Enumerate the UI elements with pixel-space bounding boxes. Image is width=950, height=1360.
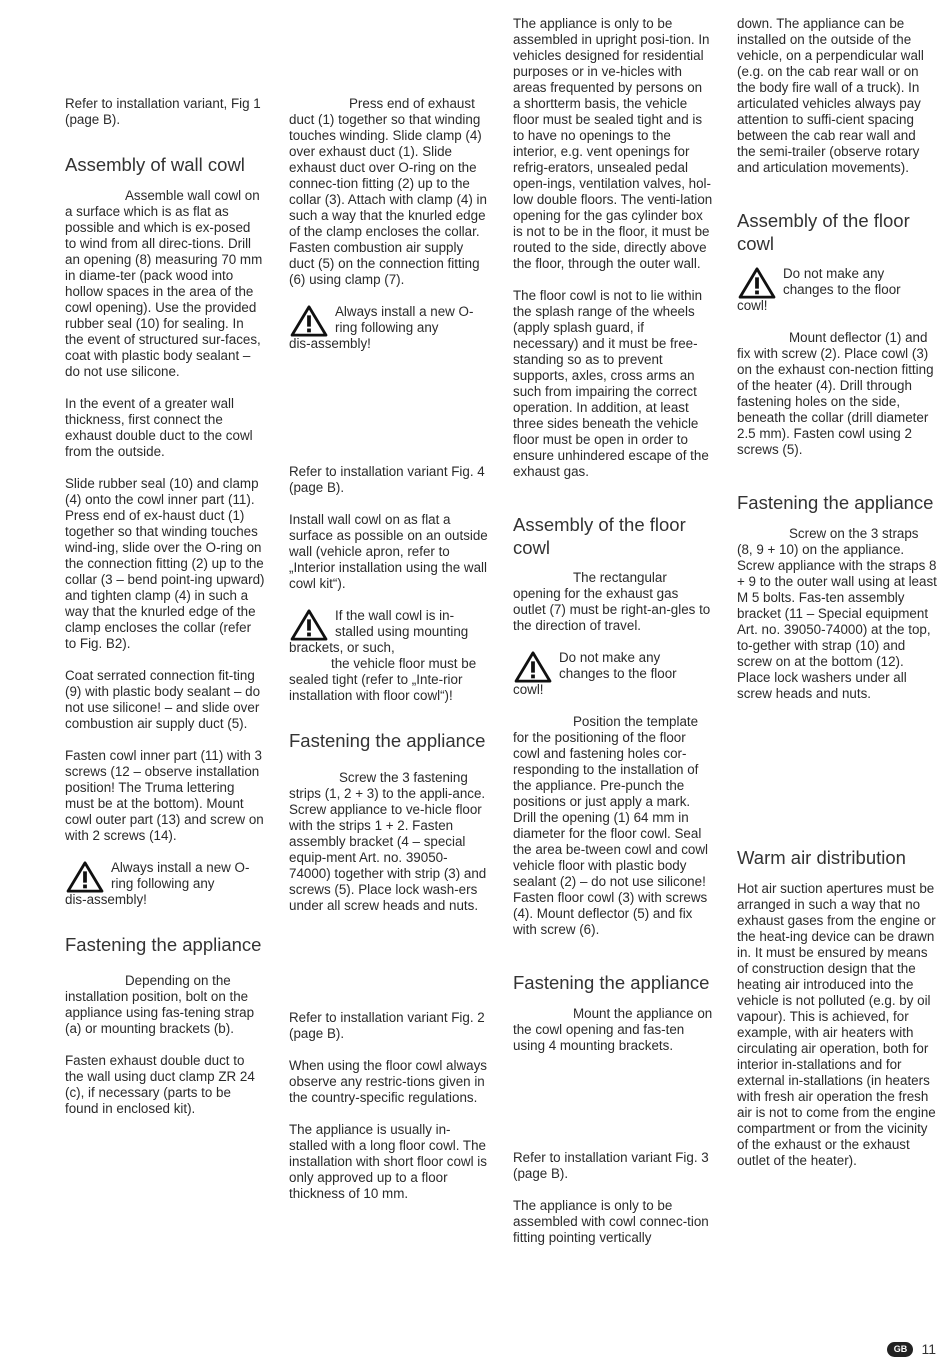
paragraph: Fasten cowl inner part (11) with 3 screws (12 – observe installation position! The Truma lettering must be at the bottom). Mount cowl outer part (13) and screw on with 2 screws (14). — [65, 747, 264, 843]
paragraph: The appliance is usually in-stalled with a long floor cowl. The installation with short floor cowl is only approved up to a floor thickness of 10 mm. — [289, 1121, 487, 1201]
warning-text: Do not make any changes to the floor — [559, 650, 677, 681]
paragraph: down. The appliance can be installed on the outside of the vehicle, on a perpendicular wall (e.g. on the cab rear wall or on the body fire wall of a truck). In articulated vehicles always pay attention to suffi-cient spacing between the cab rear wall and the semi-trailer (observe rotary and articulation movements). — [737, 16, 924, 175]
paragraph: Hot air suction apertures must be arranged in such a way that no exhaust gases from the engine or the heat-ing device can be drawn in. It must be ensured by means of construction design that the heating air introduced into the vehicle is not polluted (e.g. by oil vapour). This is achieved, for example, with air heaters with circulating air operation, both for interior in-stallations and for external in-stallations (in heaters with fresh air operation the fresh air is not to come from the engine compartment or from the vicinity of the exhaust or the exhaust outlet of the heater). — [737, 881, 936, 1168]
warning-text: Do not make any changes to the floor — [783, 266, 901, 297]
warning-text: Always install a new O-ring following any — [111, 859, 250, 891]
section-heading: Assembly of the floor cowl — [737, 210, 910, 254]
warning-icon — [65, 861, 105, 893]
warning-text: Always install a new O-ring following any — [335, 304, 474, 335]
paragraph: The rectangular opening for the exhaust gas outlet (7) must be right-an-gles to the direction of travel. — [513, 570, 711, 633]
warning-text: dis-assembly! — [65, 891, 147, 907]
section-heading: Assembly of wall cowl — [65, 154, 245, 175]
paragraph: Refer to installation variant Fig. 2 (page B). — [289, 1009, 485, 1041]
section-heading: Fastening the appliance — [289, 730, 486, 751]
warning-note — [513, 650, 713, 698]
paragraph: Slide rubber seal (10) and clamp (4) onto the cowl inner part (11). Press end of ex-haust duct (1) together so that winding touches wind-ing, slide over the O-ring on the connection fitting (2) up to the collar (3 – bend point-ing upward) and tighten clamp (4) in such a way that the knurled edge of the clamp encloses the collar (refer to Fig. B2). — [65, 475, 265, 651]
warning-text: cowl! — [737, 298, 768, 313]
column-3 — [513, 16, 713, 1246]
section-heading: Fastening the appliance — [513, 972, 710, 993]
warning-icon — [513, 651, 553, 683]
section-heading: Fastening the appliance — [737, 492, 934, 513]
paragraph: Install wall cowl on as flat a surface as possible on an outside wall (vehicle apron, refer to „Interior installation using the wall cowl kit“). — [289, 512, 488, 591]
paragraph: The floor cowl is not to lie within the splash range of the wheels (apply splash guard, if necessary) and it must be free-standing so as to prevent supports, axles, cross arms an such from impairing the correct operation. In addition, at least three sides beneath the vehicle floor must be open in order to ensure unhindered escape of the exhaust gas. — [513, 288, 709, 479]
page-footer — [887, 1341, 936, 1357]
warning-text: cowl! — [513, 682, 544, 697]
paragraph: The appliance is only to be assembled in upright posi-tion. In vehicles designed for residential purposes or in ve-hicles with areas frequented by persons on a shortterm basis, the vehicle floor must be sealed tight and is to have no openings to the interior, e.g. vent openings for refrig-erators, unsealed pedal open-ings, ventilation valves, hol-low double floors. The venti-lation opening for the gas cylinder box is not to be in the floor, it must be routed to the side, directly above the floor, through the outer wall. — [513, 16, 713, 271]
warning-note — [737, 266, 937, 314]
paragraph: Position the template for the positioning of the floor cowl and fastening holes cor-responding to the installation of the appliance. Pre-punch the positions or just apply a mark. Drill the opening (1) 64 mm in diameter for the floor cowl. Seal the area be-tween cowl and cowl vehicle floor with plastic body sealant (2) – do not use silicone! Fasten floor cowl (3) with screws (4). Mount deflector (5) and fix with screw (6). — [513, 714, 709, 937]
paragraph: Coat serrated connection fit-ting (9) with plastic body sealant – do not use silicone! – and slide over combustion air supply duct (5). — [65, 667, 261, 731]
language-badge: GB — [887, 1342, 913, 1357]
warning-icon — [737, 267, 777, 299]
paragraph: Mount the appliance on the cowl opening and fas-ten using 4 mounting brackets. — [513, 1005, 713, 1053]
paragraph: Refer to installation variant, Fig 1 (page B). — [65, 96, 261, 127]
paragraph: The appliance is only to be assembled with cowl connec-tion fitting pointing vertically — [513, 1197, 709, 1245]
paragraph: Assemble wall cowl on a surface which is as flat as possible and which is ex-posed to wind from all direc-tions. Drill an opening (8) measuring 70 mm in diame-ter (pack wood into hollow spaces in the area of the cowl opening). Use the provided rubber seal (10) for sealing. In the event of structured sur-faces, coat with plastic body sealant – do not use silicone. — [65, 187, 263, 379]
column-4 — [737, 16, 937, 1169]
section-heading: Assembly of the floor cowl — [513, 514, 686, 558]
column-1 — [65, 96, 265, 1117]
paragraph: Press end of exhaust duct (1) together so that winding touches winding. Slide clamp (4) over exhaust duct (1). Slide exhaust duct over O-ring on the connec-tion fitting (2) up to the collar (3). Attach with clamp (4) in such a way that the knurled edge of the clamp encloses the collar. Fasten combustion air supply duct (5) on the connection fitting (6) using clamp (7). — [289, 96, 487, 287]
warning-icon — [289, 609, 329, 641]
section-heading: Warm air distribution — [737, 846, 906, 868]
warning-text: If the wall cowl is in-stalled using mounting — [335, 608, 469, 639]
paragraph: Screw the 3 fastening strips (1, 2 + 3) to the appli-ance. Screw appliance to ve-hicle floor with the strips 1 + 2. Fasten assembly bracket (4 – special equip-ment Art. no. 39050-74000) together with strip (3) and screws (5). Place lock wash-ers under all screw heads and nuts. — [289, 769, 487, 913]
paragraph: Screw on the 3 straps (8, 9 + 10) on the appliance. Screw appliance with the straps 8 + 9 to the outer wall using at least M 5 bolts. Fas-ten assembly bracket (11 – Special equipment Art. no. 39050-74000) at the top, to-gether with strap (10) and screw on at the bottom (12). Place lock washers under all screw heads and nuts. — [737, 525, 937, 701]
warning-note — [289, 608, 489, 704]
paragraph: Mount deflector (1) and fix with screw (2). Place cowl (3) on the exhaust con-nection fitting of the heater (4). Drill through fastening holes on the side, beneath the collar (drill diameter 2.5 mm). Fasten cowl using 2 screws (5). — [737, 330, 934, 457]
warning-icon — [289, 305, 329, 337]
warning-text: the vehicle floor must be sealed tight (refer to „Inte-rior installation with floor cowl“)! — [289, 656, 477, 703]
warning-note — [289, 304, 489, 352]
warning-note — [65, 860, 265, 908]
warning-text: dis-assembly! — [289, 336, 371, 351]
paragraph: In the event of a greater wall thickness, first connect the exhaust double duct to the cowl from the outside. — [65, 395, 253, 459]
section-heading: Fastening the appliance — [65, 933, 262, 955]
paragraph: Refer to installation variant Fig. 3 (page B). — [513, 1149, 709, 1181]
paragraph: Fasten exhaust double duct to the wall using duct clamp ZR 24 (c), if necessary (parts to be found in enclosed kit). — [65, 1053, 255, 1116]
paragraph: Refer to installation variant Fig. 4 (page B). — [289, 464, 485, 495]
column-2 — [289, 96, 489, 1202]
page-number: 11 — [921, 1341, 936, 1357]
warning-text: brackets, or such, — [289, 640, 395, 655]
paragraph: When using the floor cowl always observe any restric-tions given in the country-specific regulations. — [289, 1057, 487, 1105]
paragraph: Depending on the installation position, bolt on the appliance using fas-tening strap (a) or mounting brackets (b). — [65, 973, 255, 1036]
